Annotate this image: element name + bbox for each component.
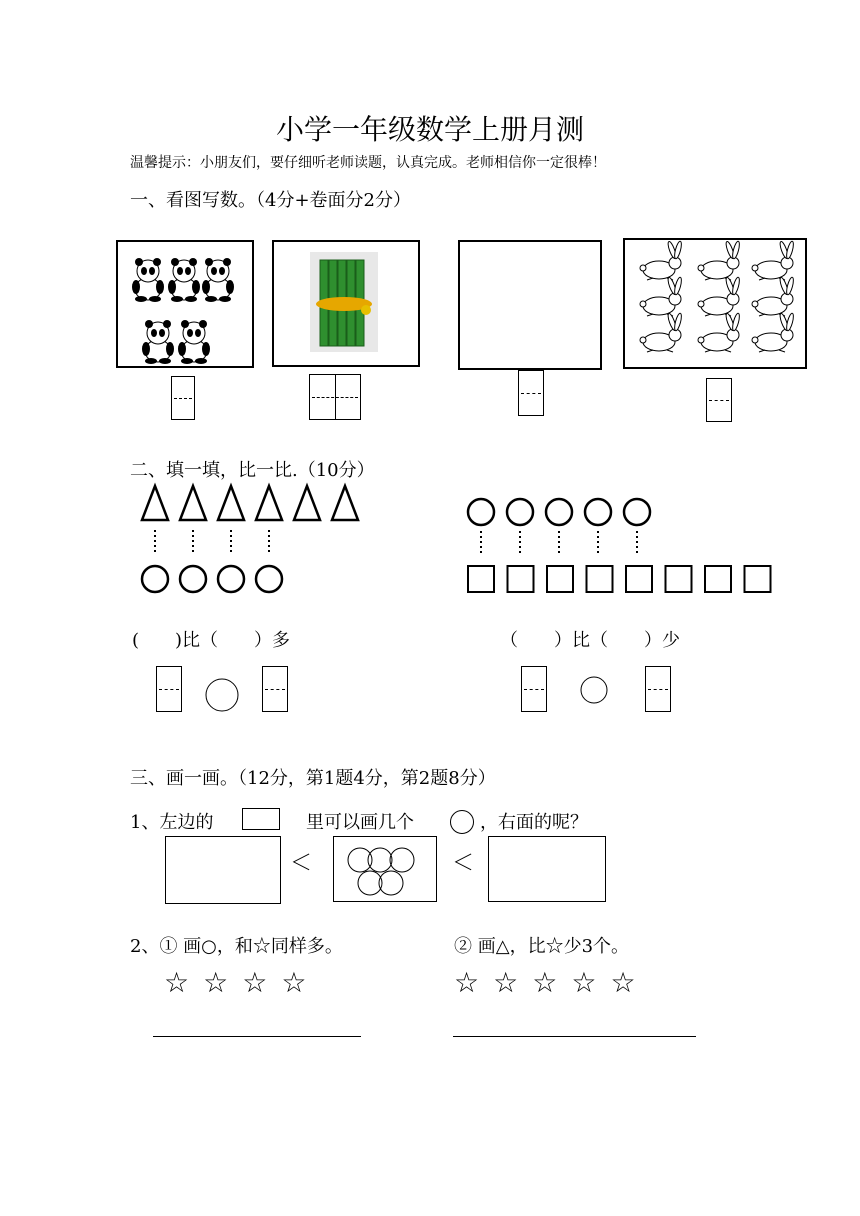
circle-shape [180,566,206,592]
less-than-symbol-1: ＜ [290,851,313,876]
stars-row-right [454,966,650,999]
q2a-text: 2、① 画○，和☆同样多。 [130,936,343,957]
star-icon: ☆ [610,966,636,999]
small-circle-icon [450,810,474,834]
square-shape [705,566,731,592]
star-icon: ☆ [242,966,268,999]
circle-shape [585,499,611,525]
circles-box [333,836,437,902]
circle-shape [142,566,168,592]
compare-circle [206,679,238,711]
star-icon: ☆ [164,966,190,999]
stars-row-left [164,966,320,999]
triangle-shape [256,486,282,520]
compare-circle [581,677,607,703]
square-shape [508,566,534,592]
small-rectangle-icon [242,808,280,830]
triangle-shape [180,486,206,520]
square-shape [626,566,652,592]
compare-sentence-less: （ ）比（ ）少 [500,630,680,651]
circle-shape [256,566,282,592]
star-icon: ☆ [281,966,307,999]
answer-line-right[interactable] [453,1036,696,1037]
star-icon: ☆ [203,966,229,999]
draw-box-right[interactable] [488,836,606,902]
star-icon: ☆ [454,966,480,999]
five-circles-icon [334,837,438,903]
less-than-symbol-2: ＜ [452,851,475,876]
q1-text-part3: ，右面的呢？ [480,812,588,833]
star-icon: ☆ [571,966,597,999]
answer-line-left[interactable] [153,1036,361,1037]
square-shape [745,566,771,592]
triangle-shape [294,486,320,520]
triangle-shape [332,486,358,520]
square-shape [587,566,613,592]
section-1-heading: 一、看图写数。（4分+卷面分2分） [130,190,411,211]
draw-box-left[interactable] [165,836,281,904]
tip-text: 温馨提示：小朋友们，要仔细听老师读题，认真完成。老师相信你一定很棒！ [130,155,606,171]
page-title: 小学一年级数学上册月测 [275,113,584,146]
answer-box-left-1[interactable] [156,666,182,712]
q1-text-part2: 里可以画几个 [306,812,414,833]
triangle-shape [142,486,168,520]
circle-shape [624,499,650,525]
section-2-heading: 二、填一填，比一比.（10分） [130,460,375,481]
star-icon: ☆ [493,966,519,999]
compare-sentence-more: ( )比（ ）多 [132,630,291,651]
square-shape [547,566,573,592]
answer-box-left-2[interactable] [262,666,288,712]
q1-text-part1: 1、左边的 [130,812,214,833]
square-shape [468,566,494,592]
square-shape [666,566,692,592]
triangle-shape [218,486,244,520]
circle-shape [468,499,494,525]
section-3-heading: 三、画一画。（12分，第1题4分，第2题8分） [130,768,496,789]
circle-shape [218,566,244,592]
circle-shape [546,499,572,525]
answer-box-right-2[interactable] [645,666,671,712]
q2b-text: ② 画△，比☆少3个。 [454,936,630,957]
circle-shape [507,499,533,525]
star-icon: ☆ [532,966,558,999]
answer-box-right-1[interactable] [521,666,547,712]
